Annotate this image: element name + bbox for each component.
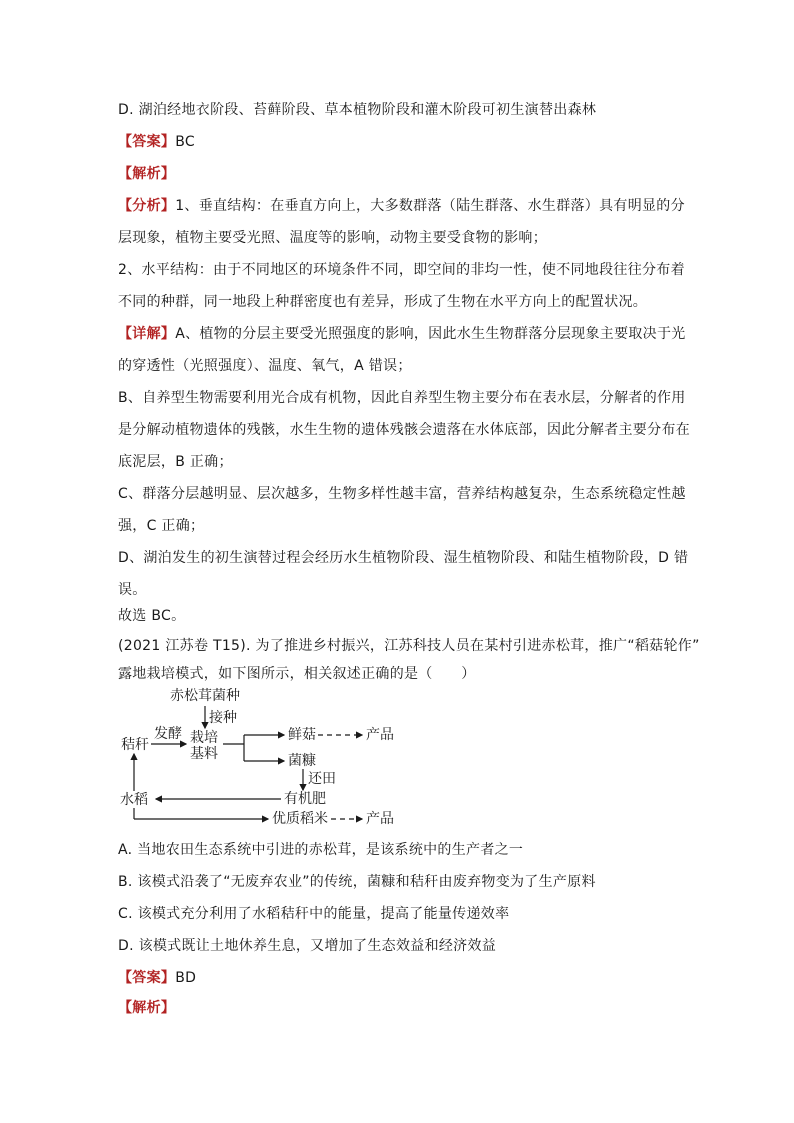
- d-line-2: 误。: [118, 582, 147, 598]
- label-ferment: 发酵: [154, 726, 182, 742]
- fenxi-line-2: 层现象，植物主要受光照、温度等的影响，动物主要受食物的影响；: [118, 230, 547, 246]
- xiangjie-text-1: A、植物的分层主要受光照强度的影响，因此水生生物群落分层现象主要取决于光: [175, 326, 686, 342]
- d-line-1: D、湖泊发生的初生演替过程会经历水生植物阶段、湿生植物阶段、和陆生植物阶段，D 错: [118, 550, 689, 566]
- label-product-2: 产品: [366, 811, 394, 827]
- label-spawn: 赤松茸菌种: [170, 688, 240, 704]
- label-rice: 水稻: [120, 792, 148, 808]
- answer-line-1: [118, 132, 688, 152]
- label-residue: 菌糠: [288, 753, 316, 769]
- option-d-prev: D. 湖泊经地衣阶段、苔藓阶段、草本植物阶段和灌木阶段可初生演替出森林: [118, 102, 597, 118]
- answer-value: BC: [175, 134, 195, 150]
- label-product-1: 产品: [366, 727, 394, 743]
- option-d: D. 该模式既让土地休养生息，又增加了生态效益和经济效益: [118, 938, 497, 954]
- b-line-1: B、自养型生物需要利用光合成有机物，因此自养型生物主要分布在表水层，分解者的作用: [118, 390, 686, 406]
- question-15-line-1: (2021 江苏卷 T15). 为了推进乡村振兴，江苏科技人员在某村引进赤松茸，推广“稻菇轮作”: [118, 638, 700, 654]
- fenxi-line-4: 不同的种群，同一地段上种群密度也有差异，形成了生物在水平方向上的配置状况。: [118, 294, 648, 310]
- answer-line-2: [118, 968, 688, 988]
- xiangjie-tag: 【详解】: [118, 326, 176, 342]
- b-line-2: 是分解动植物遗体的残骸，水生生物的遗体残骸会遗落在水体底部，因此分解者主要分布在: [118, 422, 690, 438]
- analysis-heading: 【解析】: [118, 166, 176, 182]
- option-c: C. 该模式充分利用了水稻秸秆中的能量，提高了能量传递效率: [118, 906, 510, 922]
- answer-tag-2: 【答案】: [118, 970, 176, 986]
- label-substrate-2: 基料: [190, 746, 218, 762]
- fenxi-line-1: [118, 196, 688, 216]
- label-organic-fertilizer: 有机肥: [284, 791, 326, 807]
- question-15-line-2: 露地栽培模式，如下图所示，相关叙述正确的是（ ）: [118, 666, 476, 682]
- c-line-1: C、群落分层越明显、层次越多，生物多样性越丰富，营养结构越复杂，生态系统稳定性越: [118, 486, 686, 502]
- choose-line: 故选 BC。: [118, 608, 186, 624]
- label-inoculate: 接种: [209, 710, 237, 726]
- answer-value-2: BD: [175, 970, 197, 986]
- label-straw: 秸秆: [121, 737, 149, 753]
- fenxi-text-1: 1、垂直结构：在垂直方向上，大多数群落（陆生群落、水生群落）具有明显的分: [175, 198, 685, 214]
- label-fresh-mushroom: 鲜菇: [288, 727, 316, 743]
- xiangjie-line-2: 的穿透性（光照强度）、温度、氧气，A 错误；: [118, 358, 412, 374]
- c-line-2: 强，C 正确；: [118, 518, 205, 534]
- option-a: A. 当地农田生态系统中引进的赤松茸，是该系统中的生产者之一: [118, 842, 524, 858]
- xiangjie-line-1: [118, 324, 688, 344]
- option-b: B. 该模式沿袭了“无废弃农业”的传统，菌糠和秸秆由废弃物变为了生产原料: [118, 874, 596, 890]
- fenxi-tag: 【分析】: [118, 198, 176, 214]
- b-line-3: 底泥层，B 正确；: [118, 454, 233, 470]
- label-return-field: 还田: [308, 771, 336, 787]
- label-substrate-1: 栽培: [190, 730, 218, 746]
- fenxi-line-3: 2、水平结构：由于不同地区的环境条件不同，即空间的非均一性，使不同地段往往分布着: [118, 262, 685, 278]
- answer-tag: 【答案】: [118, 134, 176, 150]
- label-quality-rice: 优质稻米: [272, 811, 328, 827]
- rice-mushroom-rotation-diagram: [118, 688, 418, 833]
- analysis-heading-2: 【解析】: [118, 1000, 176, 1016]
